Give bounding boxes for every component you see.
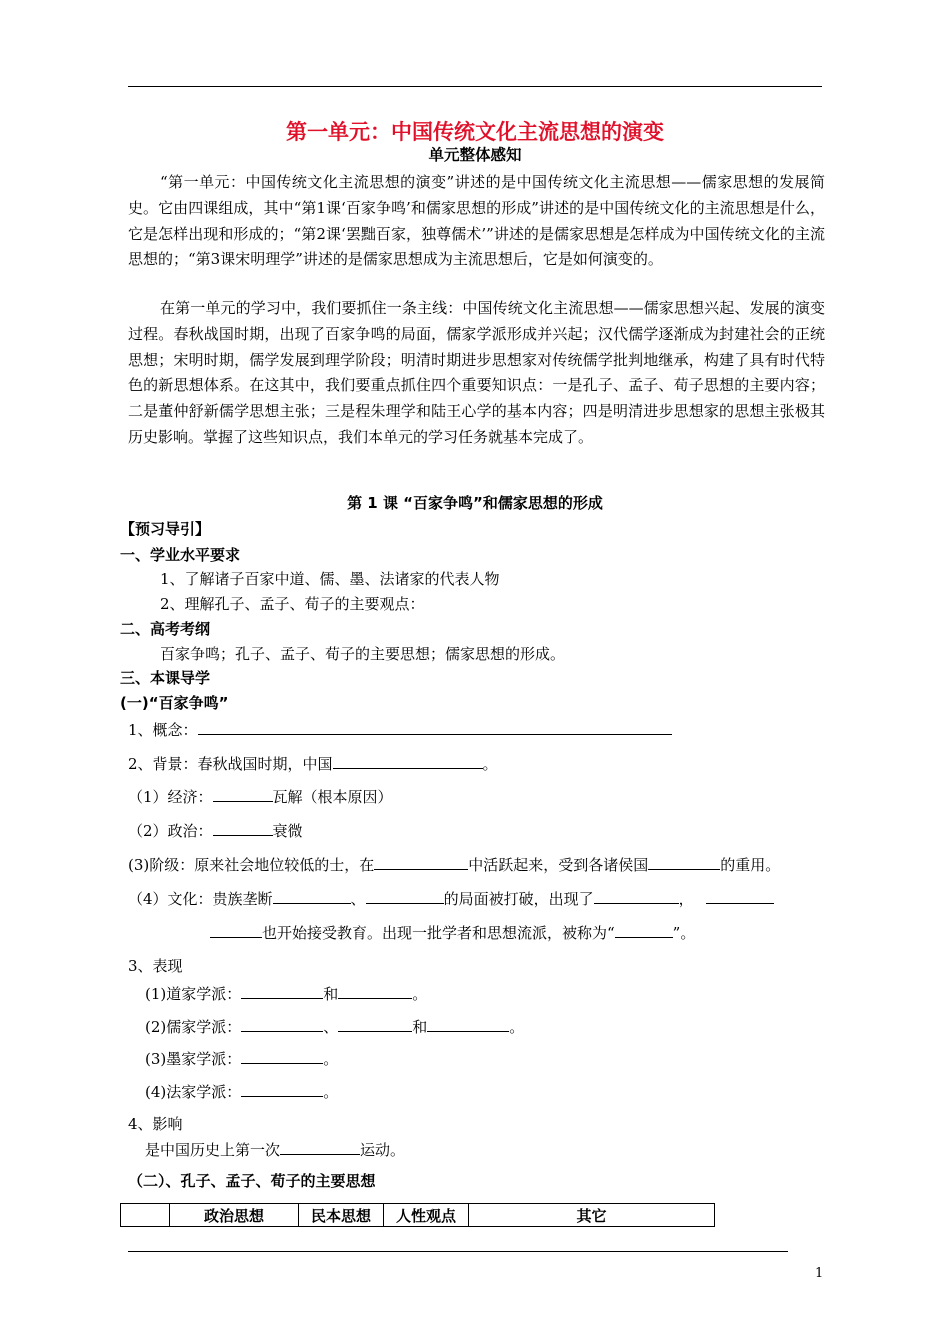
answer-blank[interactable] bbox=[241, 1084, 323, 1097]
lesson-title: 第 1 课 “百家争鸣”和儒家思想的形成 bbox=[347, 494, 603, 512]
answer-blank[interactable] bbox=[374, 857, 468, 870]
overview-heading: 单元整体感知 bbox=[428, 146, 522, 164]
intro-paragraph: 在第一单元的学习中，我们要抓住一条主线：中国传统文化主流思想——儒家思想兴起、发展的演变过程。春秋战国时期，出现了百家争鸣的局面，儒家学派形成并兴起；汉代儒学逐渐成为封建社会的正统思想；宋明时期，儒学发展到理学阶段；明清时期进步思想家对传统儒学批判地继承，构建了具有时代特色的新思想体系。在这其中，我们要重点抓住四个重要知识点：一是孔子、孟子、荀子思想的主要内容；二是董仲舒新儒学思想主张；三是程朱理学和陆王心学的基本内容；四是明清进步思想家的思想主张极其历史影响。掌握了这些知识点，我们本单元的学习任务就基本完成了。 bbox=[128, 299, 825, 446]
politics-line: （2）政治： 衰微 bbox=[128, 822, 303, 840]
answer-blank[interactable] bbox=[706, 891, 774, 904]
section-heading: 二、高考考纲 bbox=[120, 620, 211, 638]
table-header-cell: 人性观点 bbox=[384, 1204, 469, 1227]
influence-line: 是中国历史上第一次 运动。 bbox=[145, 1141, 406, 1159]
preview-guide-heading: 【预习导引】 bbox=[120, 520, 211, 538]
subsection-heading: (一)“百家争鸣” bbox=[120, 694, 229, 712]
culture-line-cont: 也开始接受教育。出现一批学者和思想流派，被称为“ ”。 bbox=[210, 925, 695, 941]
requirement-item: 1、了解诸子百家中道、儒、墨、法诸家的代表人物 bbox=[160, 570, 500, 588]
thinkers-table bbox=[120, 1203, 715, 1227]
answer-blank[interactable] bbox=[280, 1142, 360, 1155]
answer-blank[interactable] bbox=[648, 857, 720, 870]
requirement-item: 2、理解孔子、孟子、荀子的主要观点： bbox=[160, 595, 425, 613]
table-header-cell: 民本思想 bbox=[299, 1204, 384, 1227]
answer-blank[interactable] bbox=[213, 823, 273, 836]
answer-blank[interactable] bbox=[241, 1019, 323, 1032]
concept-line: 1、概念： bbox=[128, 722, 672, 738]
mohist-line: (3)墨家学派： 。 bbox=[145, 1050, 339, 1068]
exam-outline-text: 百家争鸣；孔子、孟子、荀子的主要思想；儒家思想的形成。 bbox=[160, 645, 566, 663]
answer-blank[interactable] bbox=[273, 891, 351, 904]
header-rule bbox=[128, 86, 822, 87]
table-header-cell bbox=[121, 1204, 170, 1227]
table-header-row bbox=[121, 1204, 715, 1227]
answer-blank[interactable] bbox=[241, 986, 323, 999]
table-header-cell: 政治思想 bbox=[170, 1204, 299, 1227]
answer-blank[interactable] bbox=[427, 1019, 509, 1032]
section-heading: 一、学业水平要求 bbox=[120, 546, 241, 564]
influence-heading: 4、影响 bbox=[128, 1115, 183, 1133]
answer-blank[interactable] bbox=[338, 986, 412, 999]
subsection-heading: （二）、孔子、孟子、荀子的主要思想 bbox=[128, 1172, 376, 1190]
answer-blank[interactable] bbox=[615, 925, 673, 938]
legalist-line: (4)法家学派： 。 bbox=[145, 1083, 339, 1101]
daoist-line: (1)道家学派： 和 。 bbox=[145, 985, 428, 1003]
intro-paragraph: “第一单元：中国传统文化主流思想的演变”讲述的是中国传统文化主流思想——儒家思想的发展简史。它由四课组成，其中“第1课‘百家争鸣’和儒家思想的形成”讲述的是中国传统文化的主流思想是什么，它是怎样出现和形成的；“第2课‘罢黜百家，独尊儒术’”讲述的是儒家思想是怎样成为中国传统文化的主流思想的；“第3课宋明理学”讲述的是儒家思想成为主流思想后，它是如何演变的。 bbox=[128, 173, 825, 269]
answer-blank[interactable] bbox=[366, 891, 444, 904]
answer-blank[interactable] bbox=[333, 756, 483, 769]
section-heading: 三、本课导学 bbox=[120, 669, 211, 687]
background-line: 2、背景：春秋战国时期，中国 。 bbox=[128, 755, 498, 773]
answer-blank[interactable] bbox=[213, 789, 273, 802]
answer-blank[interactable] bbox=[594, 891, 679, 904]
table-header-cell: 其它 bbox=[469, 1204, 715, 1227]
answer-blank[interactable] bbox=[198, 722, 672, 735]
economy-line: （1）经济： 瓦解（根本原因） bbox=[128, 788, 393, 806]
footer-rule bbox=[128, 1251, 788, 1252]
document-title: 第一单元：中国传统文化主流思想的演变 bbox=[286, 120, 664, 144]
class-line: (3)阶级：原来社会地位较低的士，在 中活跃起来，受到各诸侯国 的重用。 bbox=[128, 856, 781, 874]
page-number: 1 bbox=[815, 1266, 824, 1281]
confucian-line: (2)儒家学派： 、 和 。 bbox=[145, 1018, 525, 1036]
answer-blank[interactable] bbox=[241, 1051, 323, 1064]
expression-heading: 3、表现 bbox=[128, 957, 183, 975]
culture-line: （4）文化：贵族垄断 、 的局面被打破，出现了 ， bbox=[128, 891, 774, 907]
answer-blank[interactable] bbox=[210, 925, 262, 938]
answer-blank[interactable] bbox=[338, 1019, 412, 1032]
